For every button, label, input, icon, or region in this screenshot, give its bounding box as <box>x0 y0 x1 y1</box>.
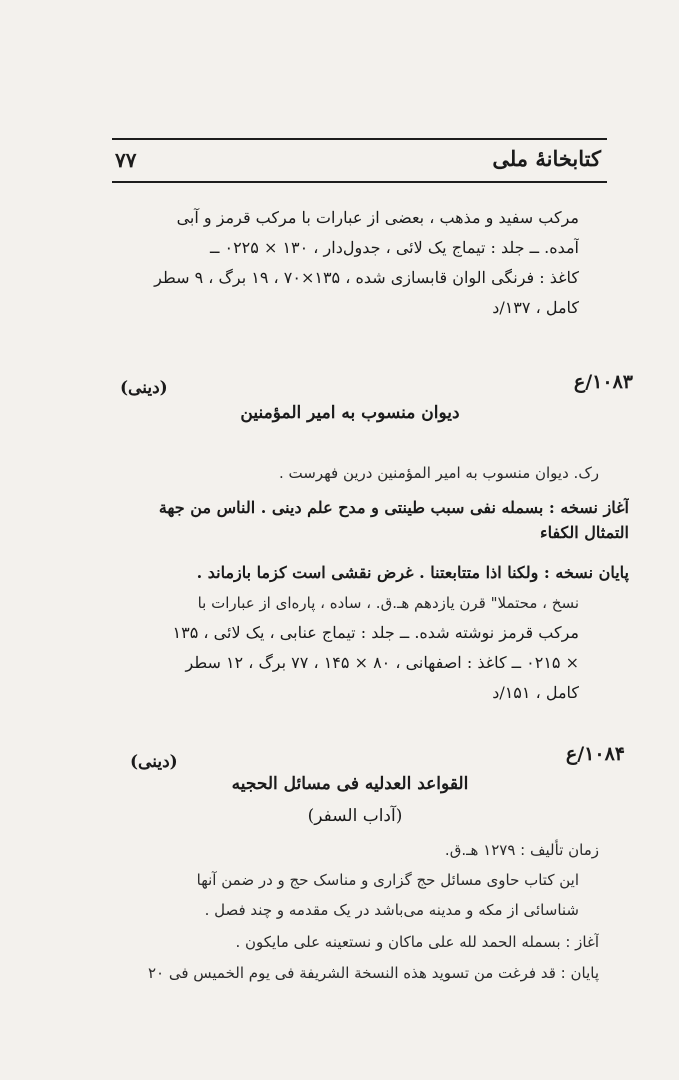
entry-line: شناسائی از مکه و مدینه می‌باشد در یک مقدمه و چند فصل . <box>204 901 579 919</box>
entry-title: القواعد العدلیه فی مسائل الحجیه <box>231 774 469 794</box>
entry-number: ۱۰۸۳/ع <box>573 371 633 393</box>
entry-line: آغاز : بسمله الحمد لله علی ماکان و نستعینه علی مایکون . <box>235 933 599 951</box>
entry-line: این کتاب حاوی مسائل حج گزاری و مناسک حج و در ضمن آنها <box>196 871 579 889</box>
entry-line: پایان نسخه : ولکنا اذا متتابعتنا . غرض نقشی است کزما بازماند . <box>196 563 629 582</box>
continuation-line: کامل ، ۱۳۷/د <box>492 298 579 317</box>
entry-category: (دینی) <box>130 752 178 772</box>
entry-category: (دینی) <box>120 378 168 398</box>
running-header-title: کتابخانهٔ ملی <box>492 146 601 171</box>
entry-title: دیوان منسوب به امیر المؤمنین <box>240 403 460 423</box>
continuation-line: آمده. ــ جلد : تیماج یک لائی ، جدول‌دار ، ۱۳۰ × ۰۲۲۵ ــ <box>210 238 579 257</box>
entry-line: التمثال الکفاء <box>540 523 629 542</box>
continuation-line: کاغذ : فرنگی الوان قابسازی شده ، ۱۳۵×۷۰ ، ۱۹ برگ ، ۹ سطر <box>154 268 579 287</box>
header-bottom-rule <box>112 181 607 183</box>
entry-line: رک. دیوان منسوب به امیر المؤمنین درین فهرست . <box>278 464 599 482</box>
entry-line: آغاز نسخه : بسمله نفی سبب طینتی و مدح علم دینی . الناس من جهة <box>158 498 629 517</box>
entry-line: پایان : قد فرغت من تسوید هذه النسخة الشریفة فی یوم الخمیس فی ۲۰ <box>147 964 599 982</box>
entry-subtitle: (آداب السفر) <box>307 806 403 826</box>
entry-line: زمان تألیف : ۱۲۷۹ هـ.ق. <box>444 841 599 859</box>
page-number: ۷۷ <box>115 148 137 172</box>
entry-line: نسخ ، محتملا" قرن یازدهم هـ.ق. ، ساده ، پاره‌ای از عبارات با <box>197 594 579 612</box>
entry-line: × ۰۲۱۵ ــ کاغذ : اصفهانی ، ۸۰ × ۱۴۵ ، ۷۷ برگ ، ۱۲ سطر <box>185 653 579 672</box>
header-top-rule <box>112 138 607 140</box>
entry-line: کامل ، ۱۵۱/د <box>492 683 579 702</box>
entry-line: مرکب قرمز نوشته شده. ــ جلد : تیماج عنابی ، یک لائی ، ۱۳۵ <box>172 623 579 642</box>
entry-number: ۱۰۸۴/ع <box>565 743 625 765</box>
continuation-line: مرکب سفید و مذهب ، بعضی از عبارات با مرکب قرمز و آبی <box>176 208 579 227</box>
